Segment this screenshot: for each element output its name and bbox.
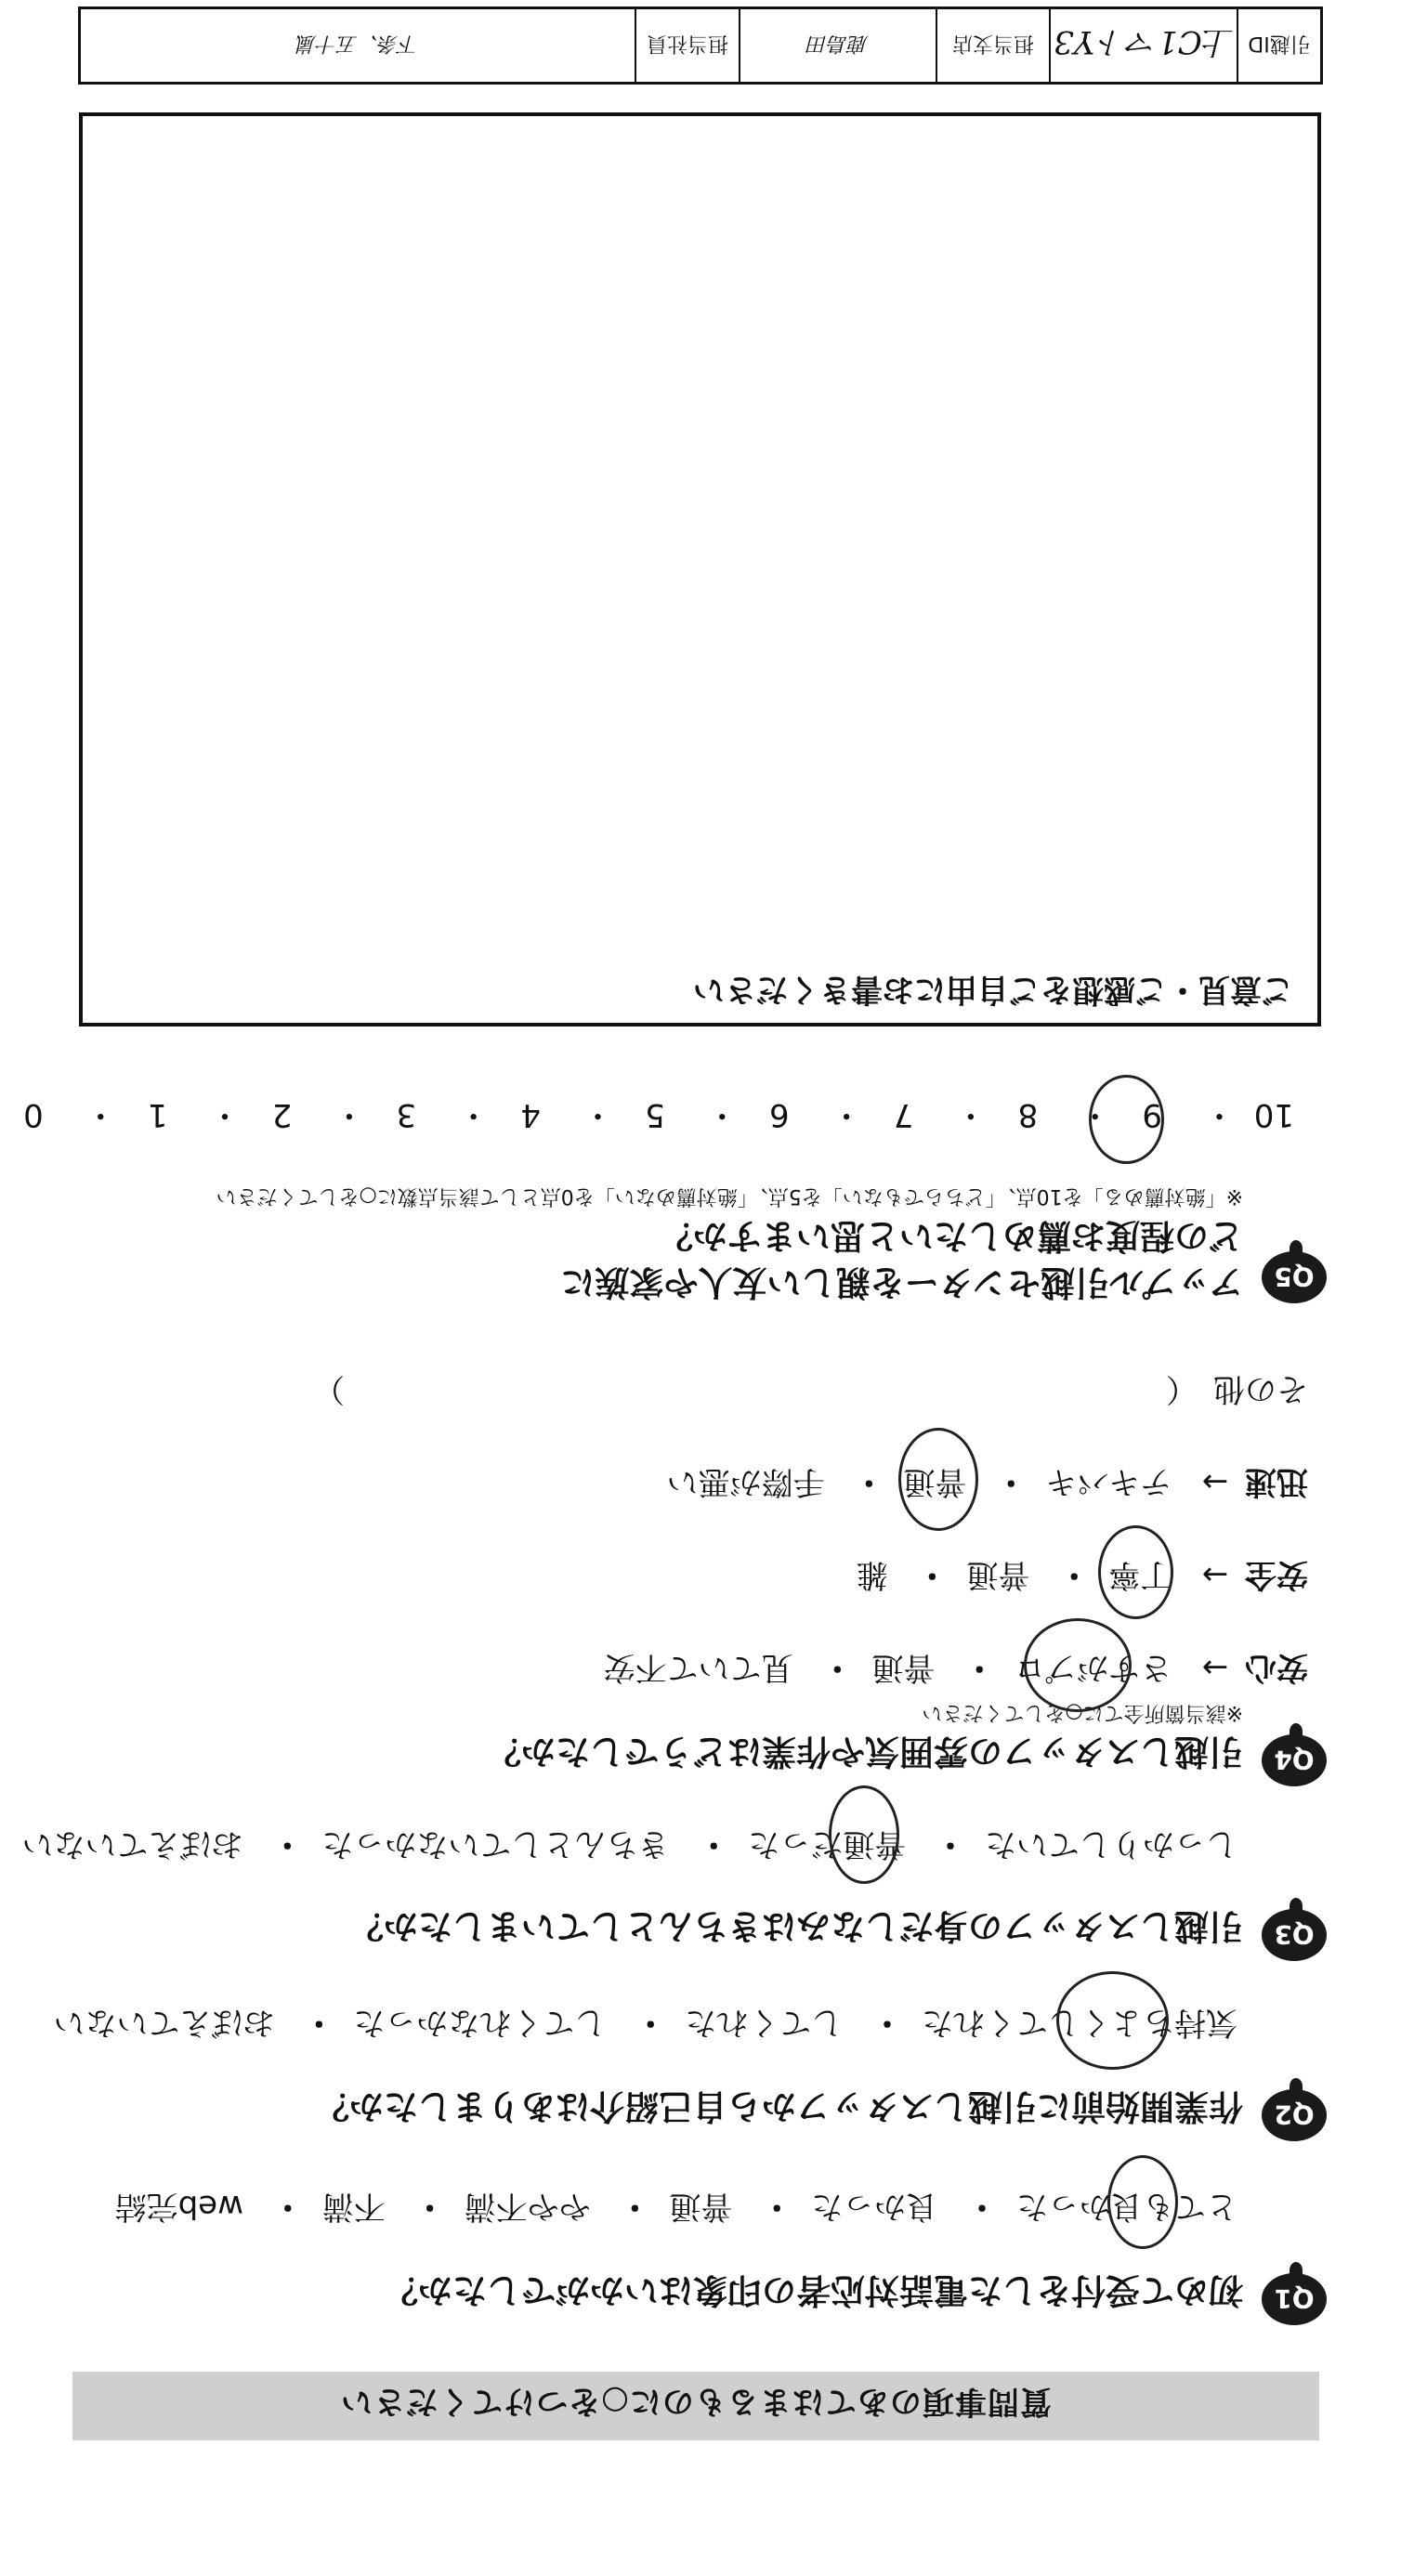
q1-option[interactable]: やや不満 [464,2188,591,2225]
q4-row-jinsoku: 迅速→ テキパキ・ 普通・ 手際が悪い [661,1462,1308,1508]
q2-option[interactable]: 気持ちよくしてくれた [922,2004,1237,2041]
q4-option[interactable]: 雑 [856,1556,888,1593]
q1-option[interactable]: とても良かった [1016,2188,1237,2225]
q4-other[interactable]: その他 （ ） [313,1370,1308,1407]
q3-badge: Q3 [1262,1909,1327,1961]
q3-selection-circle [829,1785,899,1884]
q5-text-line1: アップル引越センターを親しい友人や家族に [560,1262,1243,1302]
q1-option[interactable]: web完結 [114,2188,243,2225]
q1-text: 初めて受付をした電話対応者の印象はいかがでしたか？ [384,2270,1243,2310]
q2-options: 気持ちよくしてくれた・ してくれた・ してくれなかった・ おぼえていない [48,2003,1243,2048]
score-option[interactable]: 5 [645,1096,665,1133]
score-option[interactable]: 0 [23,1096,44,1133]
q4-row-label: 安心 [1245,1649,1308,1686]
score-option[interactable]: 1 [147,1096,168,1133]
comment-title: ご意見・ご感想をご自由にお書きください [693,971,1293,1008]
q5-badge: Q5 [1262,1251,1327,1303]
q2-badge: Q2 [1262,2089,1327,2141]
q3-option[interactable]: 普通だった [748,1825,907,1863]
q5-score-row: 10・ 9・ 8・ 7・ 6・ 5・ 4・ 3・ 2・ 1・ 0 [86,1095,1294,1141]
q4-option[interactable]: 普通 [966,1556,1030,1593]
q2-selection-circle [1056,1971,1169,2070]
q4-note: ※該当箇所全てに○をしてください [922,1701,1243,1724]
q4-option[interactable]: テキパキ [1045,1463,1172,1500]
q4-anzen-selection-circle [1098,1525,1173,1619]
branch-label: 担当支店 [936,9,1049,82]
q4-option[interactable]: 普通 [903,1463,967,1500]
q3-option[interactable]: きちんとしていなかった [321,1825,670,1863]
score-option[interactable]: 8 [1017,1096,1039,1133]
q3-option[interactable]: おぼえていない [21,1825,243,1863]
q4-text: 引越しスタッフの雰囲気や作業はどうでしたか？ [487,1732,1243,1772]
footer-info-table [78,7,1323,85]
q4-option[interactable]: 丁寧 [1108,1556,1172,1593]
q5-selection-circle [1089,1075,1164,1164]
score-option[interactable]: 4 [520,1096,541,1133]
q1-options: とても良かった・ 良かった・ 普通・ やや不満・ 不満・ web完結 [110,2187,1243,2232]
q3-text: 引越しスタッフの身だしなみはきちんとしていましたか？ [349,1906,1243,1946]
q2-option[interactable]: おぼえていない [53,2004,275,2041]
q4-option[interactable]: 手際が悪い [666,1463,825,1500]
q1-option[interactable]: 普通 [669,2188,733,2225]
q4-option[interactable]: さすがプロ [1014,1649,1172,1686]
q4-row-anshin: 安心→ さすがプロ・ 普通・ 見ていて不安 [598,1648,1308,1693]
score-option[interactable]: 9 [1142,1096,1163,1133]
q2-option[interactable]: してくれなかった [353,2004,607,2041]
instructions-header [72,2372,1319,2440]
q4-row-label: 安全 [1245,1556,1308,1593]
q4-row-anzen: 安全→ 丁寧・ 普通・ 雑 [851,1555,1308,1601]
staff-label: 担当社員 [635,9,739,82]
q4-badge: Q4 [1262,1734,1327,1786]
q3-option[interactable]: しっかりしていた [985,1825,1237,1863]
q4-row-label: 迅速 [1245,1463,1308,1500]
score-option[interactable]: 10 [1253,1096,1294,1133]
q3-options: しっかりしていた・ 普通だった・ きちんとしていなかった・ おぼえていない [17,1824,1243,1870]
score-option[interactable]: 7 [893,1096,914,1133]
q4-option[interactable]: 普通 [871,1649,936,1686]
q1-selection-circle [1107,2155,1178,2249]
q1-badge: Q1 [1262,2273,1327,2325]
q5-text-line2: どの程度お薦めしたいと思いますか？ [659,1216,1243,1256]
q4-anshin-selection-circle [1024,1618,1132,1712]
q4-option[interactable]: 見ていて不安 [603,1649,793,1686]
score-option[interactable]: 6 [768,1096,790,1133]
instructions-text: 質問事項のあてはまるものに○をつけてください [340,2383,1052,2420]
q1-option[interactable]: 不満 [321,2188,386,2225]
comment-box[interactable] [79,112,1321,1026]
q4-jinsoku-selection-circle [898,1428,978,1531]
move-id-value: 上C1マトY3 [1049,9,1237,82]
q2-option[interactable]: してくれた [685,2004,844,2041]
score-option[interactable]: 3 [396,1096,417,1133]
q5-note: ※「絶対薦める」を10点、「どちらでもない」を5点、「絶対薦めない」を0点として該当点数に○をしてください [216,1184,1243,1208]
q2-text: 作業開始前に引越しスタッフから自己紹介はありましたか？ [315,2086,1243,2126]
q1-option[interactable]: 良かった [811,2188,938,2225]
staff-value: 下条、五十嵐 [296,32,420,56]
branch-value: 鹿島田 [739,9,936,82]
move-id-label: 引越ID [1237,9,1320,82]
score-option[interactable]: 2 [271,1096,293,1133]
